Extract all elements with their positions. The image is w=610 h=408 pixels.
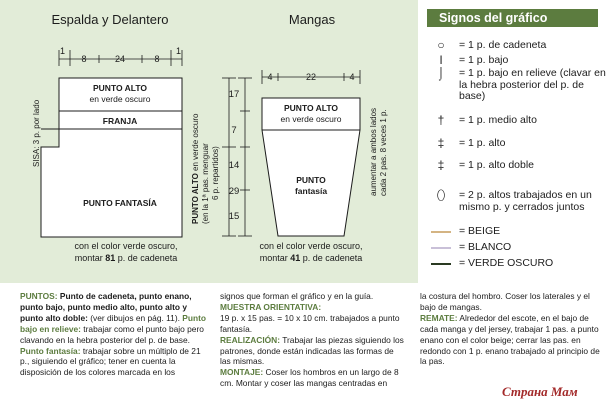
col2-intro: signos que forman el gráfico y en la guía. [220,291,374,301]
measure-1-left: 1 [60,46,66,56]
schematic-panel [0,0,418,283]
rib-note-line3: 6 p. repartidos) [211,146,220,200]
site-watermark: Страна Мам [502,384,578,399]
back-front-band-label: PUNTO ALTO [93,83,147,93]
sleeve-body-label-1: PUNTO [296,175,326,185]
measure-8-right: 8 [154,54,160,64]
measure-24: 24 [114,54,126,64]
schematic-drawing [0,0,418,283]
puntos-ref: (ver dibujos en pág. 11). [87,312,180,323]
half-double-crochet-icon: † [437,113,445,127]
montaje-heading: MONTAJE: [220,367,264,378]
measure-8-left: 8 [81,54,87,64]
legend-text-cluster: = 2 p. altos trabajados en un mismo p. y cerrados juntos [459,189,592,213]
rib-note-title: PUNTO ALTO en verde oscuro [191,113,200,224]
legend-text-half-double: = 1 p. medio alto [459,114,537,126]
fantasia-heading: Punto fantasía: [20,345,81,356]
sleeve-band-label: PUNTO ALTO [284,103,338,113]
sleeve-band-sub: en verde oscuro [280,114,342,124]
sleeve-measure-4-right: 4 [349,72,355,82]
sleeve-increase-note-1: aumentar a ambos lados [369,107,378,196]
legend-text-double: = 1 p. alto [459,137,506,149]
measure-1-right: 1 [176,46,182,56]
raised-single-crochet-icon: ⌡ [437,66,445,80]
remate-body: Alrededor del escote, en el bajo de cada manga y del jersey, trabajar 1 pas. a punto enano con el color beige; cerrar las pas. en redondo con 1 p. enano trabajado al principio de la pas. [420,312,600,367]
measure-14: 14 [228,160,240,171]
legend-title: Signos del gráfico [427,9,598,27]
back-front-caption-2: montar 81 p. de cadeneta [74,253,178,263]
legend-text-raised: = 1 p. bajo en relieve (clavar en la hebra posterior del p. de base) [459,67,606,102]
back-front-caption-1: con el color verde oscuro, [74,241,178,251]
remate-heading: REMATE: [420,312,458,323]
legend-text-beige: = BEIGE [459,225,501,237]
chain-stitch-icon: ○ [437,38,445,52]
back-front-title: Espalda y Delantero [51,12,169,27]
muestra-body: 19 p. x 15 pas. = 10 x 10 cm. trabajados a punto fantasía. [220,312,400,334]
sleeve-body-label-2: fantasía [294,186,328,196]
legend-text-treble: = 1 p. alto doble [459,159,535,171]
treble-crochet-icon: ‡ [437,158,445,172]
col3-intro: la costura del hombro. Coser los laterales y el bajo de mangas. [420,291,590,312]
back-front-band-sub: en verde oscuro [89,94,151,104]
measure-17-top: 17 [228,89,240,100]
realizacion-body: Trabajar las piezas siguiendo los patrones, donde están indicadas las formas de las mismas. [220,334,404,367]
sleeve-caption-2: montar 41 p. de cadeneta [259,253,363,263]
relieve-body: trabajar como el punto bajo pero clavando en la hebra posterior del p. de base. [20,323,204,345]
white-swatch [431,247,451,249]
legend-text-white: = BLANCO [459,241,512,253]
sleeve-increase-note-2: cada 2 pas. 8 veces 1 p. [379,109,388,196]
legend-text-dark-green: = VERDE OSCURO [459,257,554,269]
beige-swatch [431,231,451,233]
measure-7: 7 [231,125,237,136]
montaje-body: Coser los hombros en un largo de 8 cm. Montar y coser las mangas centradas en [220,367,399,389]
double-crochet-icon: ‡ [437,136,445,150]
instructions-column-3 [420,291,602,367]
legend-panel [421,0,610,283]
legend-text-single: = 1 p. bajo [459,54,509,66]
armhole-note: SISA: 3 p. por lado [32,99,41,167]
cluster-stitch-icon: ⬯ [436,187,446,203]
sleeve-measure-4-left: 4 [267,72,273,82]
dark-green-swatch [431,263,451,265]
fantasia-body: trabajar sobre un múltiplo de 21 p., siguiendo el gráfico; tener en cuenta la disposición de los colores marcada en los [20,345,201,378]
stripe-label: FRANJA [102,116,138,126]
relieve-heading: Punto bajo en relieve: [20,312,207,334]
measure-15: 15 [228,211,240,222]
puntos-heading: PUNTOS: [20,291,58,301]
sleeve-caption-1: con el color verde oscuro, [259,241,363,251]
measure-29: 29 [228,186,240,197]
single-crochet-icon: ǀ [439,53,443,67]
realizacion-heading: REALIZACIÓN: [220,334,281,345]
puntos-body: Punto de cadeneta, punto enano, punto bajo, punto medio alto, punto alto y punto alto doble: [20,291,192,323]
muestra-heading: MUESTRA ORIENTATIVA: [220,301,322,312]
instructions-column-1 [20,291,206,378]
legend-text-chain: = 1 p. de cadeneta [459,39,547,51]
sleeve-measure-22: 22 [305,72,317,82]
back-front-body-label: PUNTO FANTASÍA [83,198,157,208]
instructions-column-2 [220,291,406,389]
sleeves-title: Mangas [288,12,336,27]
rib-note-line2: (en la 1ª pas. menguar [201,143,210,224]
